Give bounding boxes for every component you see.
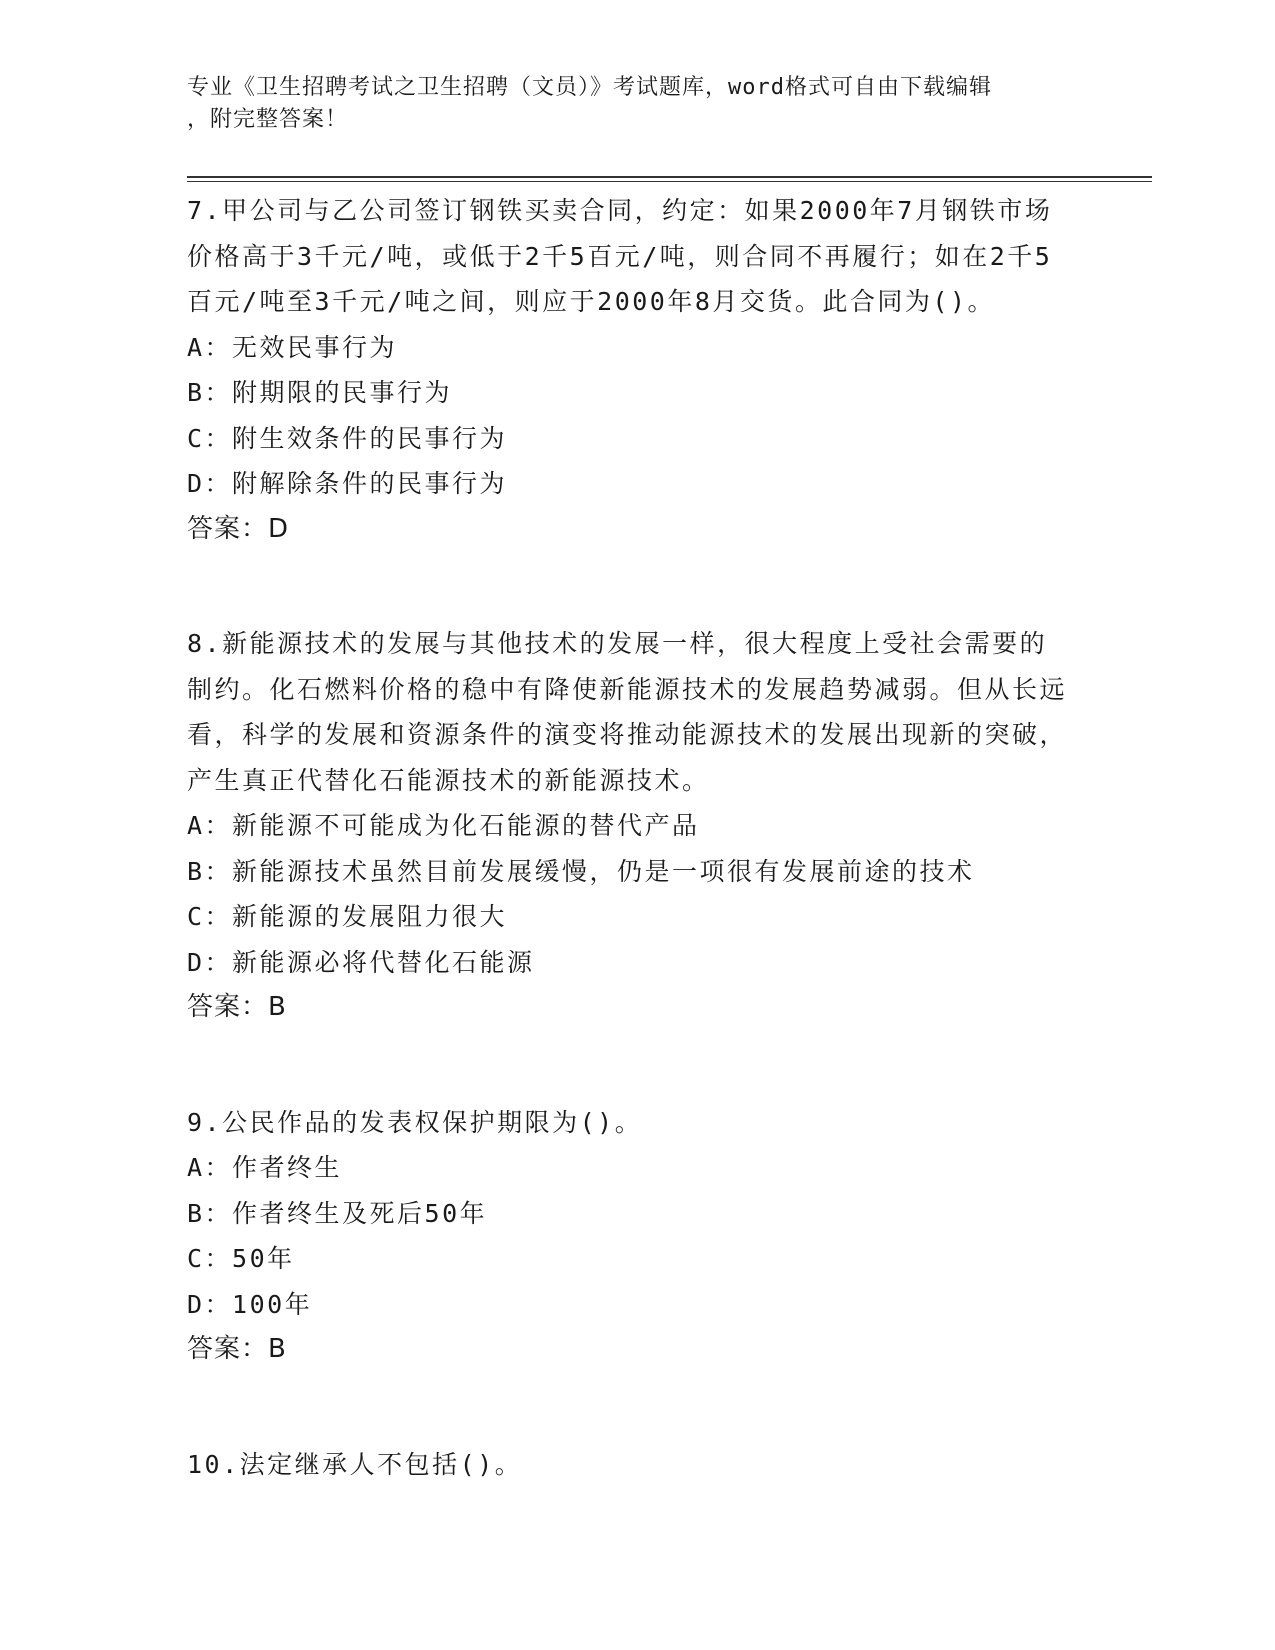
header-title-line-2: ，附完整答案！ [187,107,349,132]
option-a: A：无效民事行为 [187,332,398,362]
question-spacer [187,1395,1087,1442]
question-list [187,188,1087,1509]
answer-text: 答案：D [187,513,290,544]
option-b: B：新能源技术虽然目前发展缓慢，仍是一项很有发展前途的技术 [187,856,975,886]
question-7 [187,188,1087,552]
option-c: C：50年 [187,1244,295,1273]
option-a: A：新能源不可能成为化石能源的替代产品 [187,811,700,840]
option-list [187,803,1087,985]
option-c: C：新能源的发展阻力很大 [187,902,508,931]
option-b: B：作者终生及死后50年 [187,1198,488,1228]
option-d: D：100年 [187,1289,313,1319]
option-list [187,325,1087,507]
header-title-line-1: 专业《卫生招聘考试之卫生招聘（文员）》考试题库，word格式可自由下载编辑 [187,75,992,100]
option-c: C：附生效条件的民事行为 [187,423,508,453]
option-d: D：附解除条件的民事行为 [187,469,508,498]
question-spacer [187,574,1087,621]
question-stem: 7.甲公司与乙公司签订钢铁买卖合同，约定：如果2000年7月钢铁市场价格高于3千元/吨，或低于2千5百元/吨，则合同不再履行；如在2千5百元/吨至3千元/吨之间，则应于2000年8月交货。此合同为()。 [187,196,1053,316]
document-header [187,72,1067,136]
option-list [187,1145,1087,1327]
option-b: B：附期限的民事行为 [187,378,453,407]
option-a: A：作者终生 [187,1153,343,1182]
answer-text: 答案：B [187,1334,287,1364]
question-stem: 10.法定继承人不包括()。 [187,1449,523,1479]
header-divider [187,176,1152,178]
question-stem: 9.公民作品的发表权保护期限为()。 [187,1107,643,1137]
question-10 [187,1442,1087,1488]
question-stem: 8.新能源技术的发展与其他技术的发展一样，很大程度上受社会需要的制约。化石燃料价格的稳中有降使新能源技术的发展趋势减弱。但从长远看，科学的发展和资源条件的演变将推动能源技术的发展出现新的突破，产生真正代替化石能源技术的新能源技术。 [187,629,1068,795]
answer-text: 答案：B [187,992,287,1022]
header-divider-thin [187,181,1152,182]
question-spacer [187,1053,1087,1100]
question-9 [187,1100,1087,1373]
option-d: D：新能源必将代替化石能源 [187,947,535,977]
question-8 [187,621,1087,1031]
